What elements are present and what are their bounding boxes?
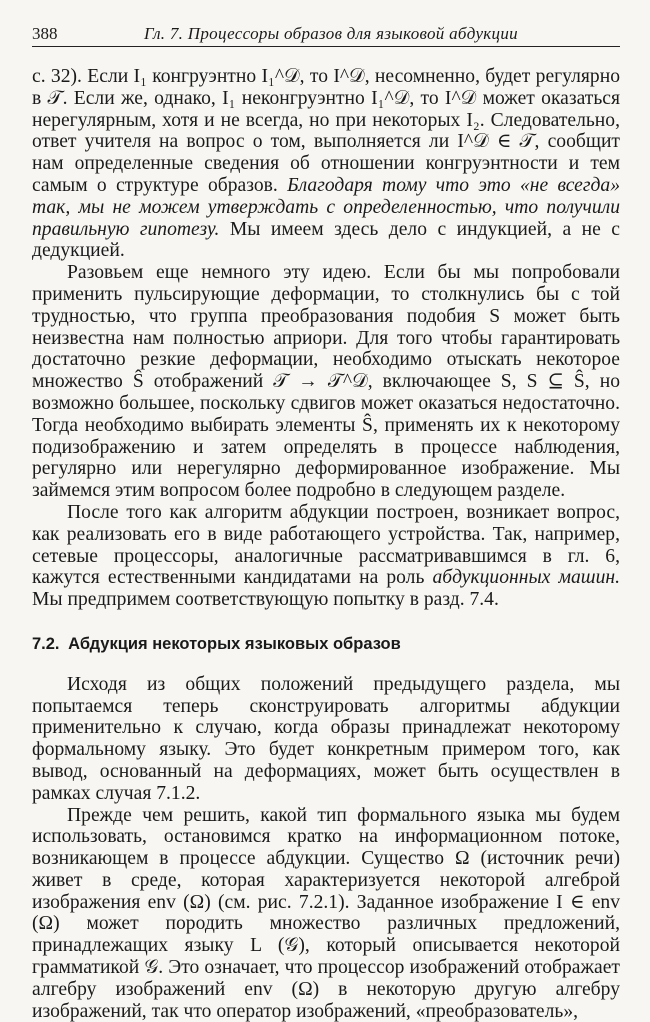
section-title: Абдукция некоторых языковых образов — [68, 635, 401, 653]
paragraph-3-text: После того как алгоритм абдукции построен, возникает вопрос, как реализовать его в виде работающего устройства. Так, например, сетевые процессоры, аналогичные рассматривавшимся в гл. 6, кажутся естественными кандидатами на роль — [32, 502, 620, 588]
paragraph-1-italic: Благодаря тому что это «не всегда» так, мы не можем утверждать с определенностью, что получили правильную гипотезу. — [32, 175, 620, 240]
body-text — [32, 66, 620, 1022]
paragraph-1-text: с. 32). Если I₁ конгруэнтно I₁^𝒟, то I^𝒟, несомненно, будет регулярно в 𝒯. Если же, однако, I₁ неконгруэнтно I₁^𝒟, то I^𝒟 может оказаться нерегулярным, хотя и не всегда, но при некоторых I₂. Следовательно, ответ учителя на вопрос о том, выполняется ли I^𝒟 ∈ 𝒯, сообщит нам определенные сведения об отношении конгруэнтности и тем самым о структуре образов. — [32, 66, 620, 196]
paragraph-4: Исходя из общих положений предыдущего раздела, мы попытаемся теперь сконструировать алгоритмы абдукции применительно к случаю, когда образы принадлежат некоторому формальному языку. Это будет конкретным примером того, как вывод, основанный на деформациях, может быть осуществлен в рамках случая 7.1.2. — [32, 674, 620, 805]
section-heading — [32, 634, 620, 656]
paragraph-3-end: Мы предпримем соответствующую попытку в разд. 7.4. — [32, 589, 499, 610]
paragraph-2: Разовьем еще немного эту идею. Если бы мы попробовали применить пульсирующие деформации, то столкнулись бы с той трудностью, что группа преобразования подобия S может быть неизвестна нам полностью априори. Для того чтобы гарантировать достаточно резкие деформации, необходимо отыскать некоторое множество Ŝ отображений 𝒯 → 𝒯^𝒟, включающее S, S ⊆ Ŝ, но возможно большее, поскольку сдвигов может оказаться недостаточно. Тогда необходимо выбирать элементы Ŝ, применять их к некоторому подизображению и затем определять в процессе наблюдения, регулярно или нерегулярно деформированное изображение. Мы займемся этим вопросом более подробно в следующем разделе. — [32, 262, 620, 502]
section-number: 7.2. — [32, 635, 60, 653]
paragraph-1 — [32, 66, 620, 262]
paragraph-3-italic: абдукционных машин. — [432, 567, 620, 588]
paragraph-5: Прежде чем решить, какой тип формального языка мы будем использовать, остановимся кратко на информационном потоке, возникающем в процессе абдукции. Существо Ω (источник речи) живет в среде, которая характеризуется некоторой алгеброй изображения env (Ω) (см. рис. 7.2.1). Заданное изображение I ∈ env (Ω) может породить множество различных предложений, принадлежащих языку L (𝒢), который описывается некоторой грамматикой 𝒢. Это означает, что процессор изображений отображает алгебру изображений env (Ω) в некоторую другую алгебру изображений, так что оператор изображений, «преобразователь», — [32, 805, 620, 1022]
paragraph-1-end: Мы имеем здесь дело с индукцией, а не с дедукцией. — [32, 219, 620, 262]
page-header — [32, 22, 620, 47]
running-title: Гл. 7. Процессоры образов для языковой абдукции — [144, 24, 518, 44]
page-number: 388 — [32, 24, 58, 44]
paragraph-3 — [32, 502, 620, 611]
